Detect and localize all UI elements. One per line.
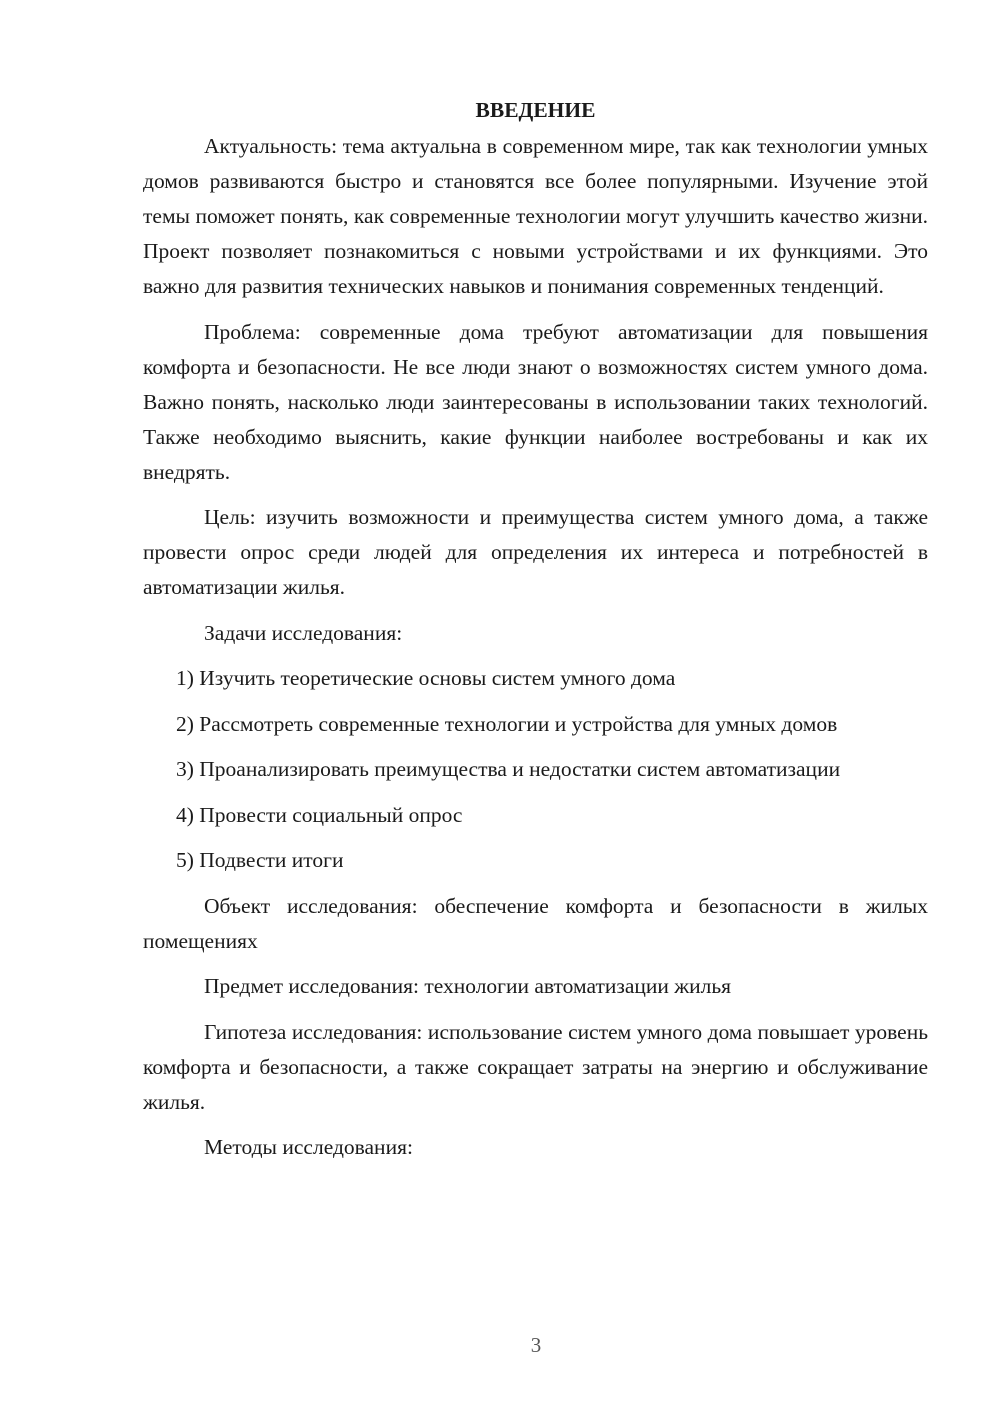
tasks-title: Задачи исследования: — [204, 620, 403, 645]
goal-paragraph: Цель: изучить возможности и преимущества систем умного дома, а также провести опрос среди людей для определения их интереса и потребностей в автоматизации жилья. — [143, 505, 928, 599]
section-heading: ВВЕДЕНИЕ — [475, 98, 596, 122]
document-page — [143, 93, 928, 1176]
task-item-5: 5) Подвести итоги — [176, 848, 344, 872]
methods-title: Методы исследования: — [204, 1135, 413, 1159]
page-number: 3 — [530, 1333, 542, 1357]
task-item-2: 2) Рассмотреть современные технологии и устройства для умных домов — [176, 711, 838, 736]
object-paragraph: Объект исследования: обеспечение комфорта и безопасности в жилых помещениях — [143, 893, 928, 953]
problem-paragraph: Проблема: современные дома требуют автоматизации для повышения комфорта и безопасности. Не все люди знают о возможностях систем умного дома. Важно понять, насколько люди заинтересованы в использовании таких технологий. Также необходимо выяснить, какие функции наиболее востребованы и как их внедрять. — [143, 319, 928, 484]
task-item-3: 3) Проанализировать преимущества и недостатки систем автоматизации — [176, 757, 841, 781]
task-item-4: 4) Провести социальный опрос — [176, 802, 463, 827]
hypothesis-paragraph: Гипотеза исследования: использование систем умного дома повышает уровень комфорта и безопасности, а также сокращает затраты на энергию и обслуживание жилья. — [143, 1019, 928, 1114]
subject-paragraph: Предмет исследования: технологии автоматизации жилья — [204, 974, 732, 998]
task-item-1: 1) Изучить теоретические основы систем умного дома — [176, 666, 676, 690]
relevance-paragraph: Актуальность: тема актуальна в современном мире, так как технологии умных домов развиваются быстро и становятся все более популярными. Изучение этой темы поможет понять, как современные технологии могут улучшить качество жизни. Проект позволяет познакомиться с новыми устройствами и их функциями. Это важно для развития технических навыков и понимания современных тенденций. — [143, 134, 928, 298]
